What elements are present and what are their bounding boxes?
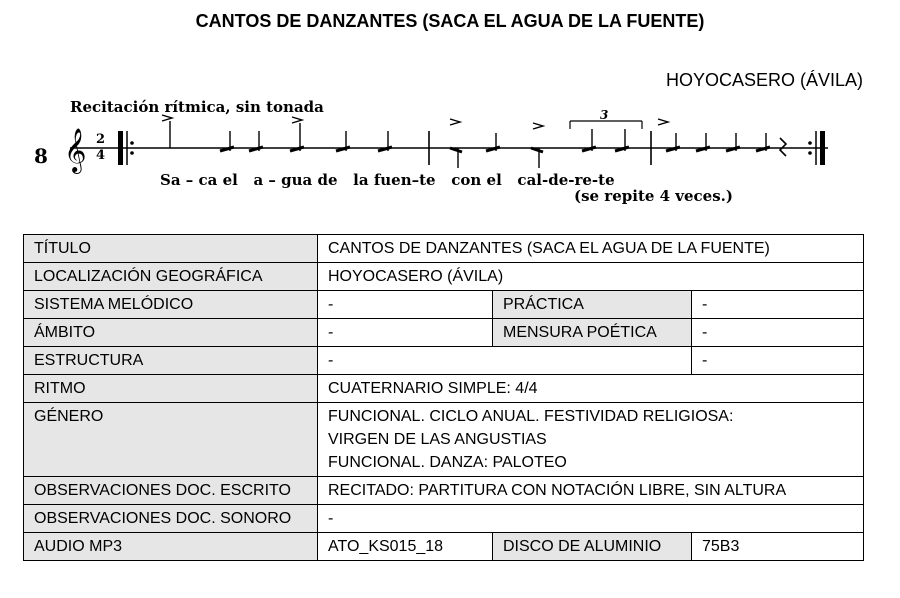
audio-value: ATO_KS015_18: [318, 533, 493, 561]
genero-line: FUNCIONAL. CICLO ANUAL. FESTIVIDAD RELIGIOSA:: [328, 408, 734, 425]
location-heading: HOYOCASERO (ÁVILA): [665, 70, 863, 90]
practica-label: PRÁCTICA: [493, 291, 692, 319]
mensura-value: -: [692, 319, 864, 347]
titulo-value: CANTOS DE DANZANTES (SACA EL AGUA DE LA FUENTE): [318, 235, 864, 263]
metadata-table: [23, 234, 864, 561]
estructura-value-2: -: [692, 347, 864, 375]
score-notes: [162, 115, 786, 168]
genero-value: [318, 403, 864, 477]
disco-label: DISCO DE ALUMINIO: [493, 533, 692, 561]
genero-line: FUNCIONAL. DANZA: PALOTEO: [328, 454, 567, 471]
table-row: [24, 403, 864, 477]
sistema-label: SISTEMA MELÓDICO: [24, 291, 318, 319]
practica-value: -: [692, 291, 864, 319]
audio-label: AUDIO MP3: [24, 533, 318, 561]
localizacion-value: HOYOCASERO (ÁVILA): [318, 263, 864, 291]
table-row: [24, 375, 864, 403]
table-row: [24, 505, 864, 533]
score-instruction: Recitación rítmica, sin tonada: [70, 98, 324, 116]
table-row: [24, 347, 864, 375]
music-score: [30, 93, 860, 213]
titulo-label: TÍTULO: [24, 235, 318, 263]
table-row: [24, 291, 864, 319]
obs-sonoro-value: -: [318, 505, 864, 533]
table-row: [24, 319, 864, 347]
disco-value: 75B3: [692, 533, 864, 561]
time-signature-top: 2: [96, 132, 106, 147]
localizacion-label: LOCALIZACIÓN GEOGRÁFICA: [24, 263, 318, 291]
genero-line: VIRGEN DE LAS ANGUSTIAS: [328, 431, 547, 448]
score-lyrics-note: (se repite 4 veces.): [574, 187, 733, 205]
tuplet-number: 3: [600, 108, 609, 122]
treble-clef-icon: 𝄞: [64, 128, 87, 172]
ambito-value: -: [318, 319, 493, 347]
mensura-label: MENSURA POÉTICA: [493, 319, 692, 347]
estructura-value: -: [318, 347, 692, 375]
score-number: 8: [34, 144, 48, 168]
table-row: [24, 477, 864, 505]
ritmo-label: RITMO: [24, 375, 318, 403]
obs-escrito-value: RECITADO: PARTITURA CON NOTACIÓN LIBRE, SIN ALTURA: [318, 477, 864, 505]
ritmo-value: CUATERNARIO SIMPLE: 4/4: [318, 375, 864, 403]
sistema-value: -: [318, 291, 493, 319]
time-signature-bottom: 4: [96, 148, 106, 163]
estructura-label: ESTRUCTURA: [24, 347, 318, 375]
genero-label: GÉNERO: [24, 403, 318, 477]
score-lyrics: Sa – ca el a – gua de la fuen–te con el cal-de-re-te: [160, 171, 615, 189]
obs-sonoro-label: OBSERVACIONES DOC. SONORO: [24, 505, 318, 533]
table-row: [24, 533, 864, 561]
ambito-label: ÁMBITO: [24, 319, 318, 347]
page-title: CANTOS DE DANZANTES (SACA EL AGUA DE LA FUENTE): [195, 11, 705, 31]
table-row: [24, 235, 864, 263]
table-row: [24, 263, 864, 291]
obs-escrito-label: OBSERVACIONES DOC. ESCRITO: [24, 477, 318, 505]
